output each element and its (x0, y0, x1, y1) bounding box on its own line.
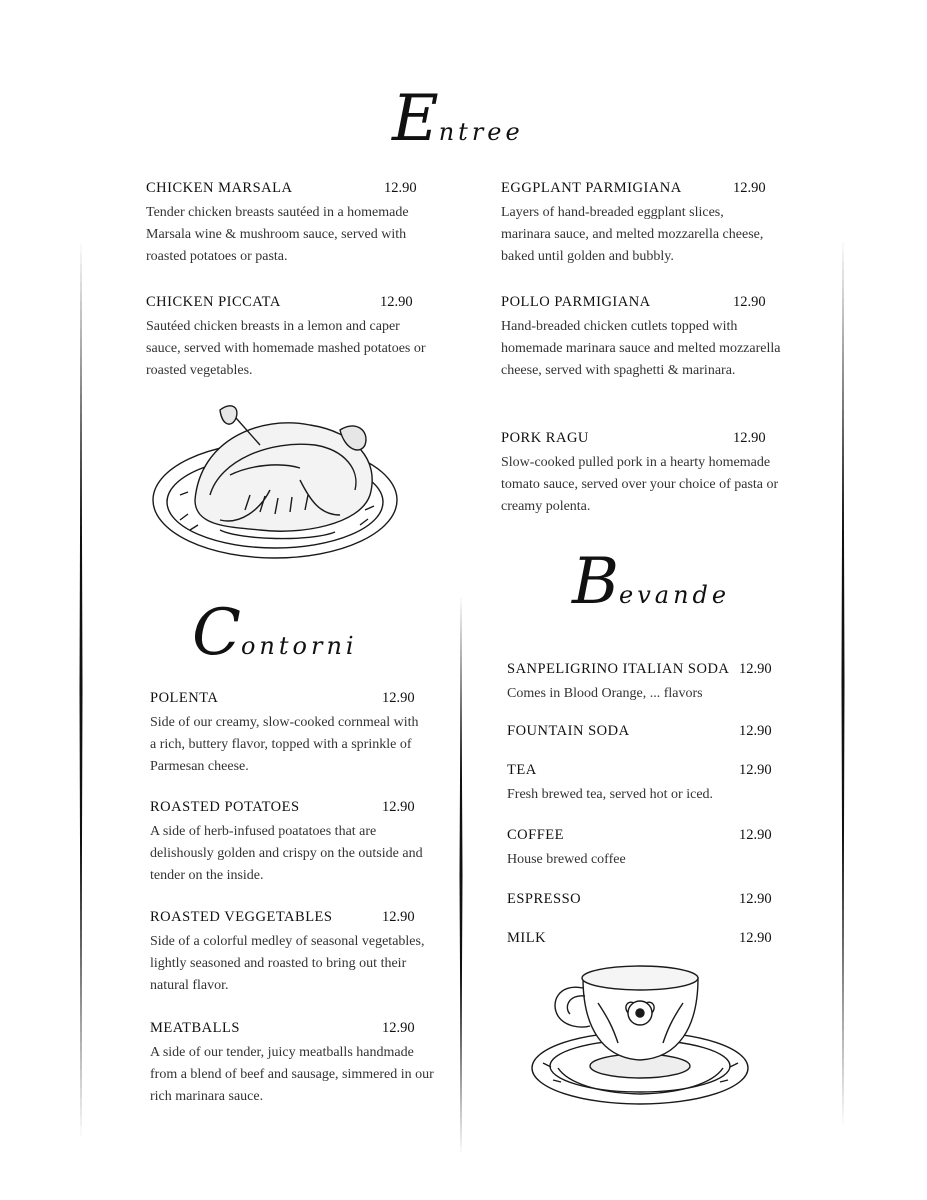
item-name: COFFEE (507, 827, 564, 843)
item-name: TEA (507, 762, 537, 778)
item-price: 12.90 (382, 909, 415, 925)
item-name: PORK RAGU (501, 430, 589, 446)
item-description: Slow-cooked pulled pork in a hearty homemade tomato sauce, served over your choice of pasta or creamy polenta. (501, 455, 779, 514)
item-price: 12.90 (382, 1020, 415, 1036)
center-divider-line (456, 595, 466, 1155)
right-divider-line (838, 238, 848, 1128)
left-divider-line (76, 240, 86, 1140)
item-description: A side of our tender, juicy meatballs handmade from a blend of beef and sausage, simmered in our rich marinara sauce. (150, 1045, 434, 1104)
contorni-heading-cap: C (192, 596, 241, 670)
item-name: POLENTA (150, 690, 219, 706)
item-name: ROASTED VEGGETABLES (150, 909, 333, 925)
contorni-heading-rest: ontorni (240, 632, 358, 660)
item-price: 12.90 (382, 799, 415, 815)
item-description: House brewed coffee (507, 852, 626, 867)
item-price: 12.90 (739, 891, 772, 907)
roast-chicken-illustration (150, 400, 400, 565)
item-description: Comes in Blood Orange, ... flavors (507, 686, 703, 701)
item-description: Fresh brewed tea, served hot or iced. (507, 787, 714, 802)
item-description: Layers of hand-breaded eggplant slices, marinara sauce, and melted mozzarella cheese, baked until golden and bubbly. (501, 205, 764, 264)
entree-heading-cap: E (392, 82, 439, 156)
item-price: 12.90 (733, 180, 766, 196)
item-price: 12.90 (733, 294, 766, 310)
item-name: MEATBALLS (150, 1020, 240, 1036)
entree-heading (392, 82, 524, 156)
item-name: ESPRESSO (507, 891, 582, 907)
item-description: Side of a colorful medley of seasonal vegetables, lightly seasoned and roasted to bring out their natural flavor. (150, 934, 425, 993)
bevande-heading-cap: B (572, 545, 620, 619)
item-description: Tender chicken breasts sautéed in a homemade Marsala wine & mushroom sauce, served with roasted potatoes or pasta. (146, 205, 409, 264)
entree-heading-rest: ntree (438, 118, 524, 146)
item-name: CHICKEN PICCATA (146, 294, 281, 310)
item-price: 12.90 (739, 723, 772, 739)
item-price: 12.90 (382, 690, 415, 706)
bevande-heading (572, 545, 730, 619)
item-name: ROASTED POTATOES (150, 799, 300, 815)
item-price: 12.90 (739, 762, 772, 778)
item-name: MILK (507, 930, 547, 946)
item-description: Hand-breaded chicken cutlets topped with homemade marinara sauce and melted mozzarella cheese, served with spaghetti & marinara. (501, 319, 781, 378)
item-name: FOUNTAIN SODA (507, 723, 630, 739)
item-name: CHICKEN MARSALA (146, 180, 293, 196)
item-name: EGGPLANT PARMIGIANA (501, 180, 682, 196)
item-description: Sautéed chicken breasts in a lemon and caper sauce, served with homemade mashed potatoes or roasted vegetables. (146, 319, 426, 378)
item-description: Side of our creamy, slow-cooked cornmeal with a rich, buttery flavor, topped with a sprinkle of Parmesan cheese. (150, 715, 419, 774)
item-price: 12.90 (384, 180, 417, 196)
item-price: 12.90 (739, 930, 772, 946)
item-price: 12.90 (733, 430, 766, 446)
item-price: 12.90 (380, 294, 413, 310)
item-description: A side of herb-infused poatatoes that are delishously golden and crispy on the outside and tender on the inside. (150, 824, 423, 883)
item-price: 12.90 (739, 661, 772, 677)
item-name: POLLO PARMIGIANA (501, 294, 651, 310)
teacup-illustration (528, 958, 753, 1108)
contorni-heading (192, 596, 358, 670)
item-name: SANPELIGRINO ITALIAN SODA (507, 661, 730, 677)
bevande-heading-rest: evande (619, 581, 731, 609)
item-price: 12.90 (739, 827, 772, 843)
